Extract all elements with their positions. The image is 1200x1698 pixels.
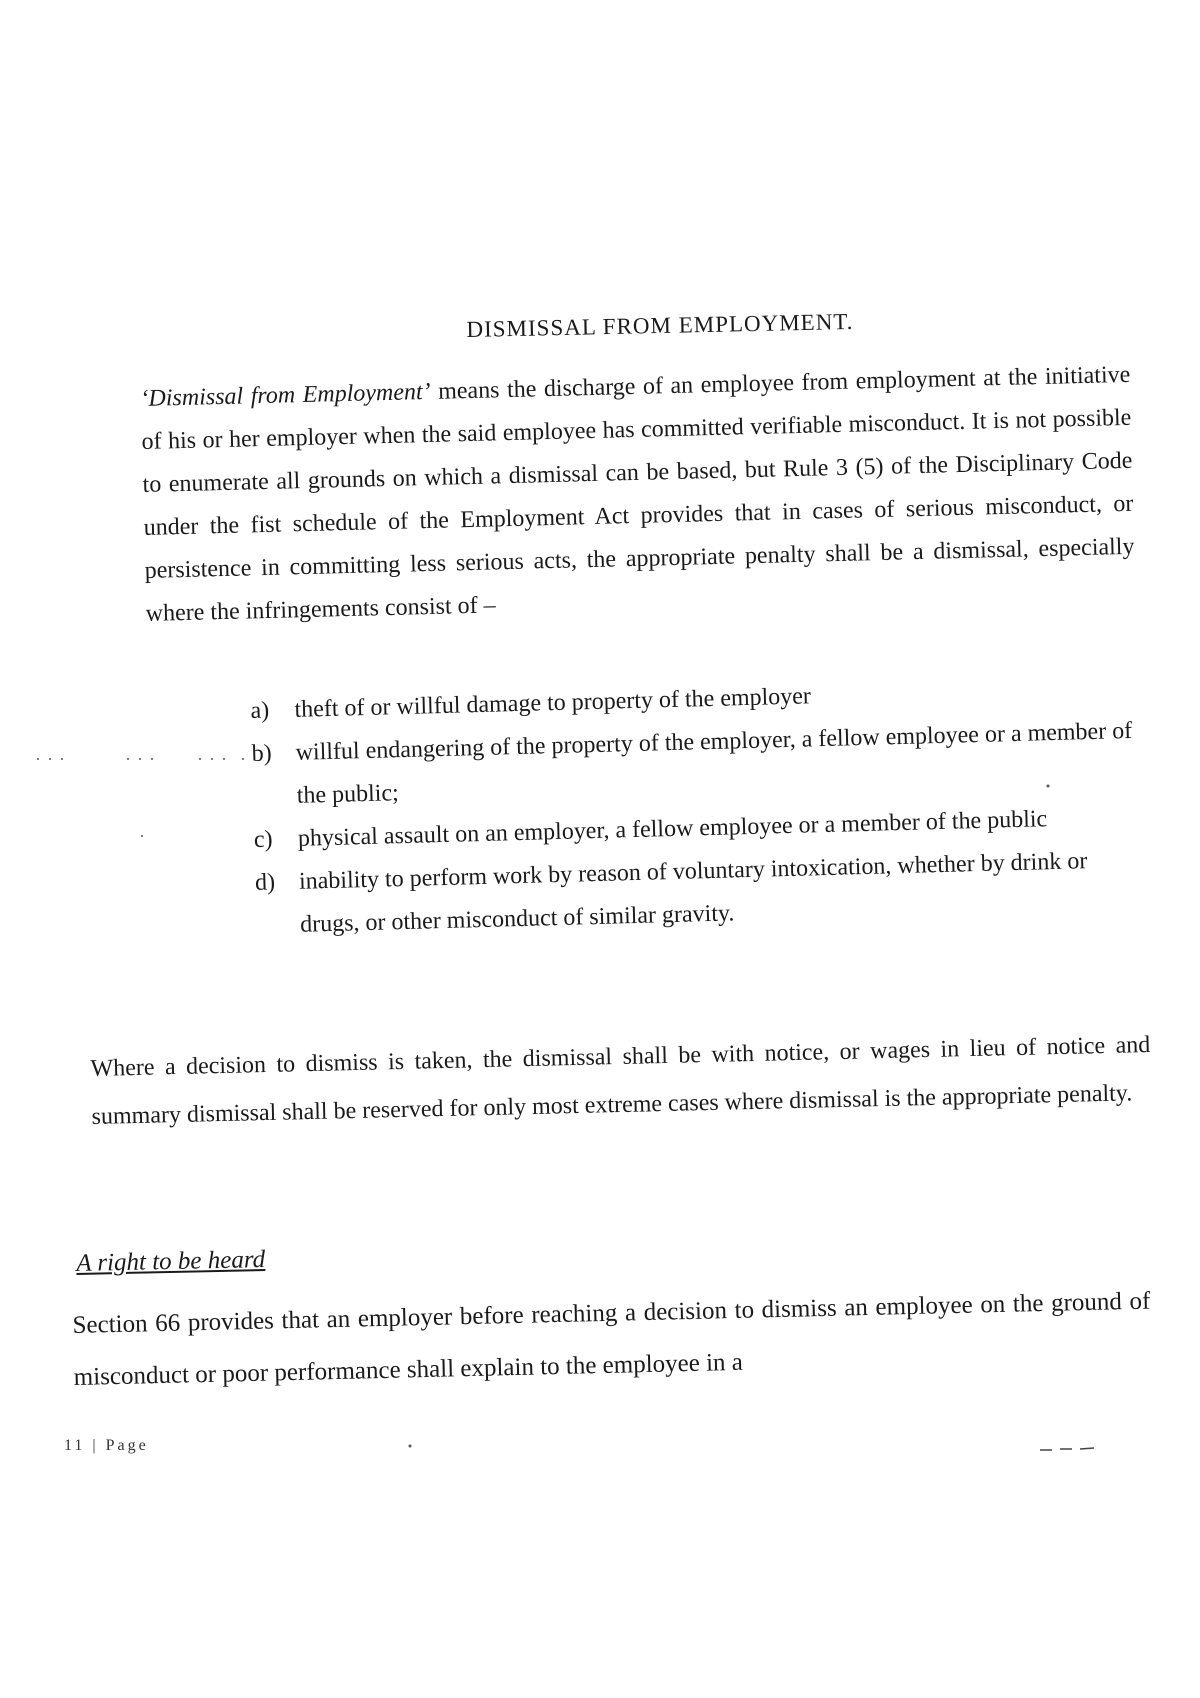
section-66-paragraph: Section 66 provides that an employer before reaching a decision to dismiss an employee on the ground of misconduct or poor performance shall explain to the employee in a	[72, 1287, 1151, 1391]
defined-term: ‘Dismissal from Employment’	[140, 378, 431, 412]
list-item-marker: a)	[250, 697, 270, 724]
list-item-marker: c)	[253, 826, 273, 853]
list-item-text: inability to perform work by reason of voluntary intoxication, whether by drink or drugs, or other misconduct of similar gravity.	[298, 848, 1088, 938]
list-item-text: theft of or willful damage to property of the employer	[294, 683, 812, 723]
list-item-text: willful endangering of the property of the employer, a fellow employee or a member of the public;	[295, 717, 1133, 809]
list-item-marker: b)	[251, 740, 273, 767]
definition-paragraph	[140, 354, 1136, 636]
document-title: DISMISSAL FROM EMPLOYMENT.	[466, 308, 854, 343]
notice-paragraph: Where a decision to dismiss is taken, the dismissal shall be with notice, or wages in lieu of notice and summary dismissal shall be reserved for only most extreme cases where dismissal is the appropriate penalty.	[90, 1031, 1151, 1130]
definition-text: means the discharge of an employee from employment at the initiative of his or her employer when the said employee has committed verifiable misconduct. It is not possible to enumerate all grounds on which a dismissal can be based, but Rule 3 (5) of the Disciplinary Code under the fist schedule of the Employment Act provides that in cases of serious misconduct, or persistence in committing less serious acts, the appropriate penalty shall be a dismissal, especially where the infringements consist of –	[141, 361, 1135, 627]
list-item-text: physical assault on an employer, a fellow employee or a member of the public	[297, 806, 1048, 852]
list-item-marker: d)	[254, 869, 276, 896]
infringements-list	[250, 667, 1146, 948]
section-heading: A right to be heard	[76, 1246, 266, 1277]
page-footer: 11 | Page	[64, 1437, 149, 1454]
